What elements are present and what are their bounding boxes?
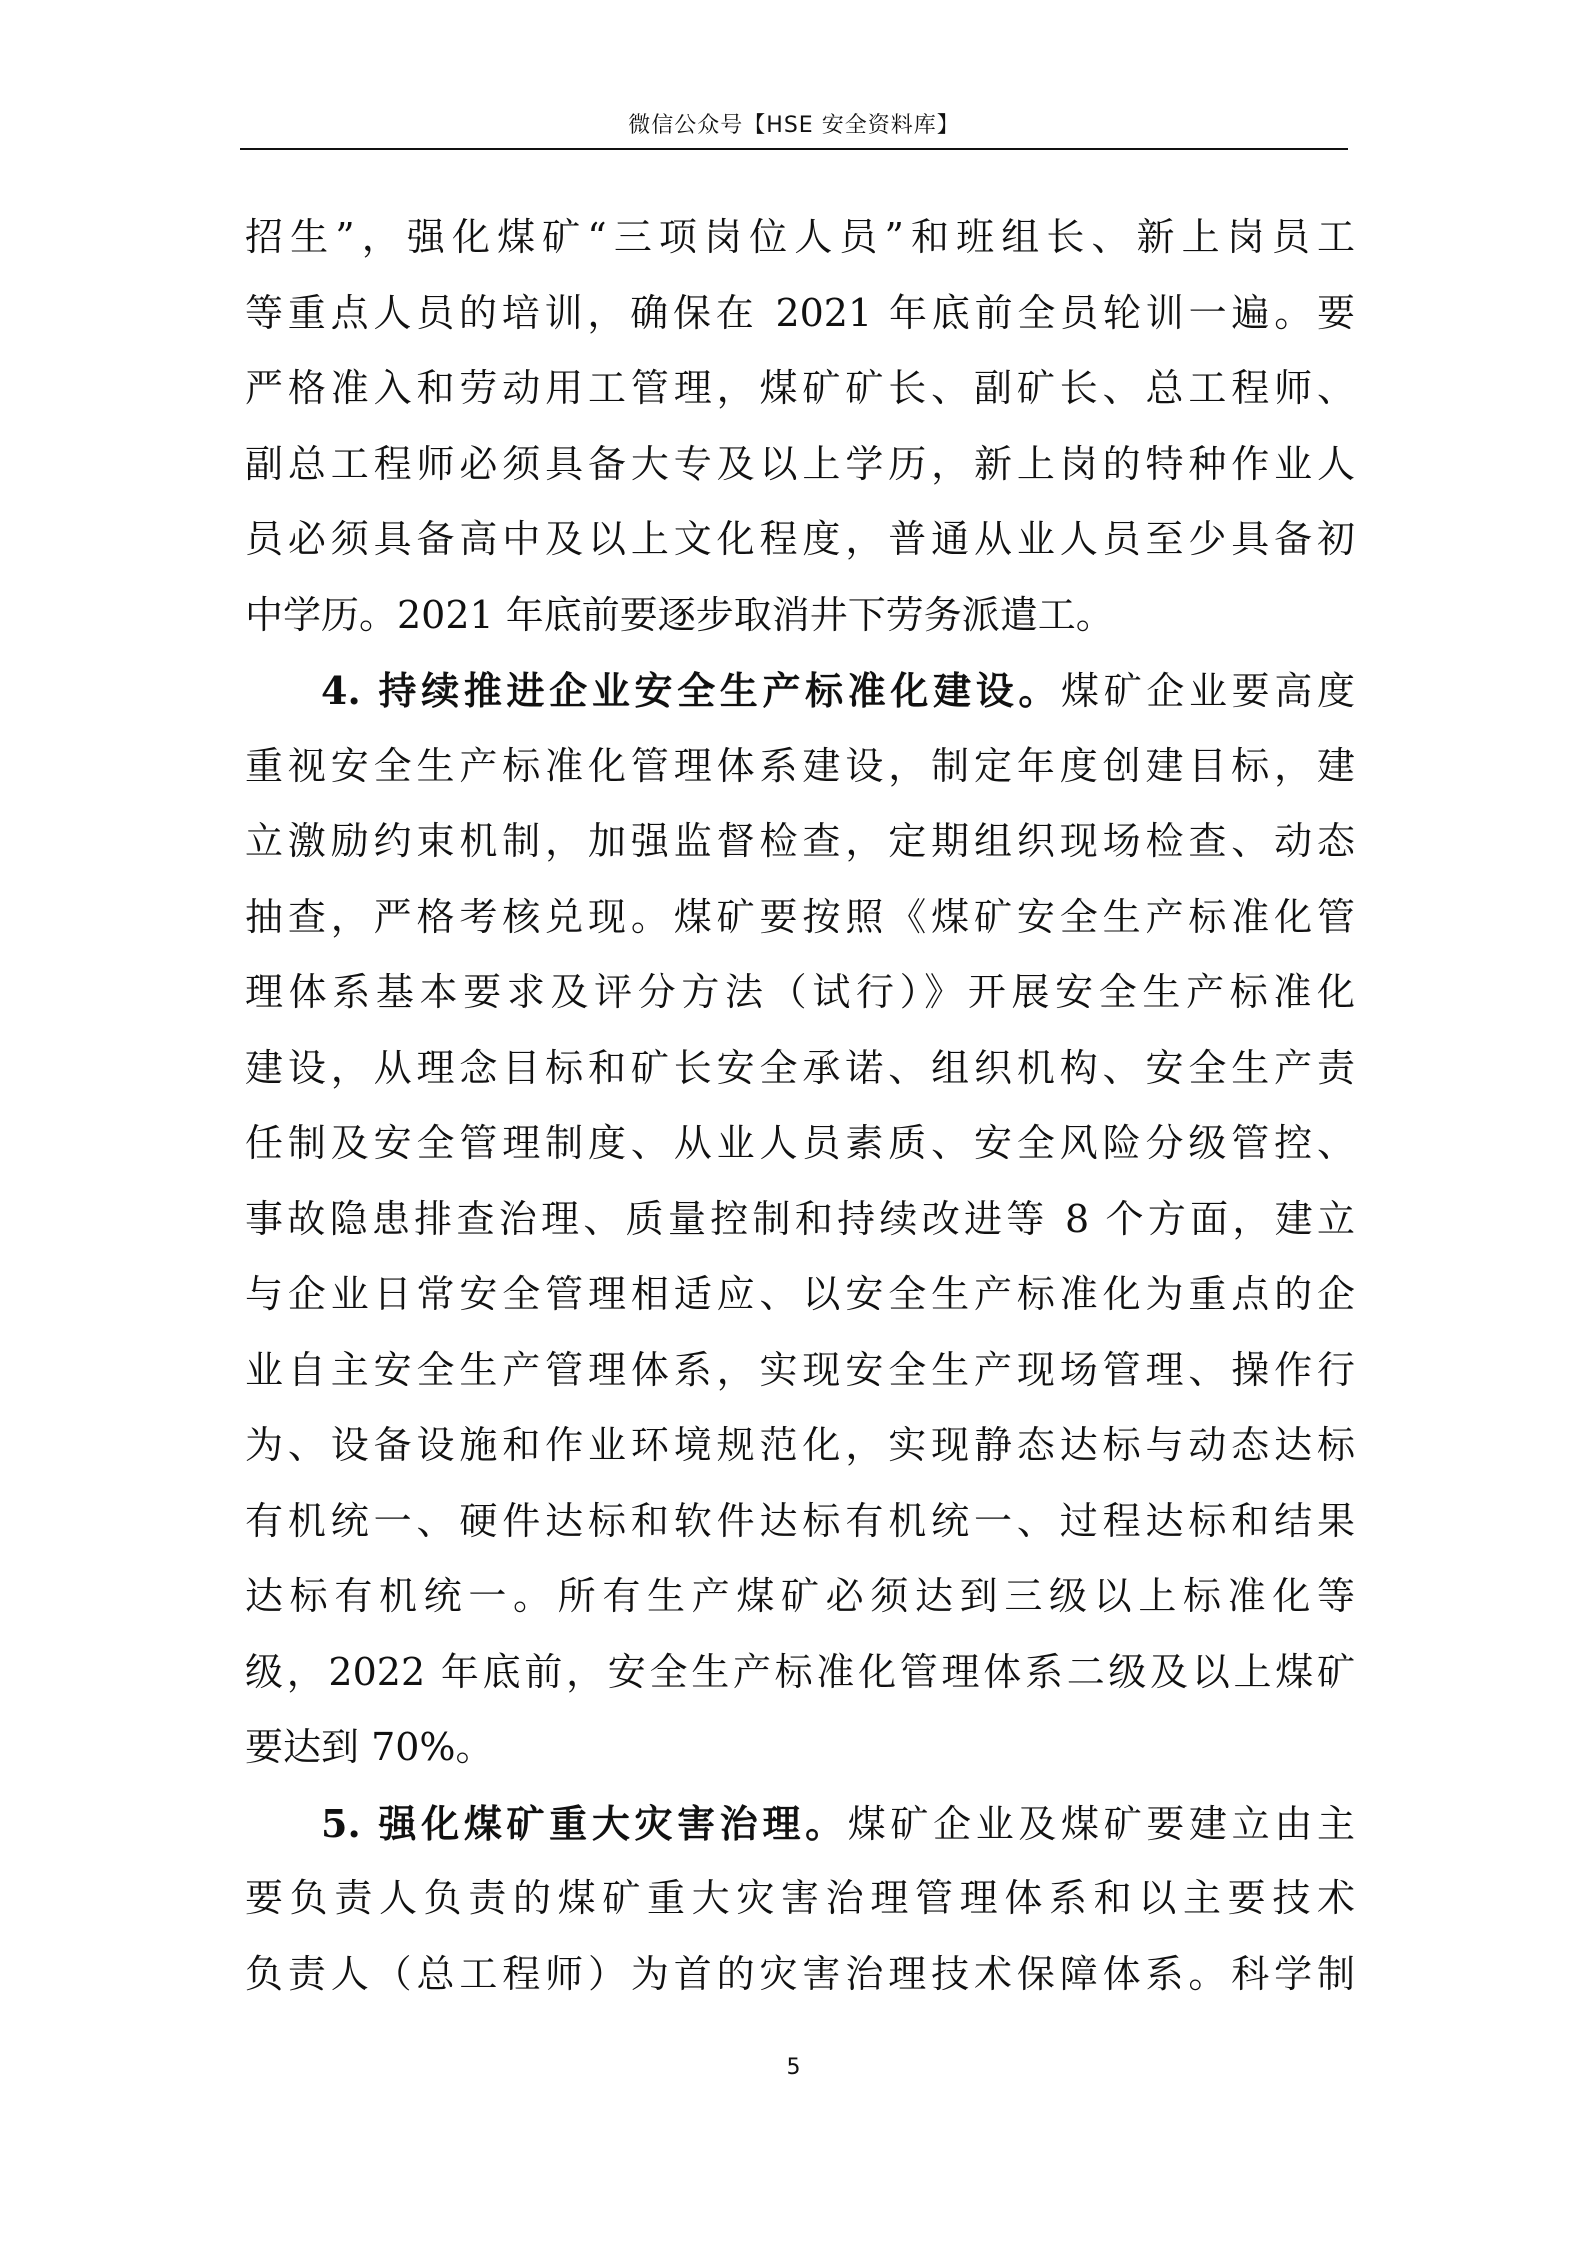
text-line: 中学历。2021 年底前要逐步取消井下劳务派遣工。 — [245, 592, 1114, 637]
text-line: 级，2022 年底前，安全生产标准化管理体系二级及以上煤矿 — [245, 1649, 1355, 1694]
text-line: 招生”，强化煤矿“三项岗位人员”和班组长、新上岗员工 — [245, 215, 1355, 259]
text-line: 事故隐患排查治理、质量控制和持续改进等 8 个方面，建立 — [245, 1196, 1355, 1241]
text-line: 负责人（总工程师）为首的灾害治理技术保障体系。科学制 — [245, 1951, 1355, 1996]
text-line: 重视安全生产标准化管理体系建设，制定年度创建目标，建 — [245, 743, 1355, 788]
section-5-heading: 5. 强化煤矿重大灾害治理。 — [321, 1800, 848, 1846]
header-divider — [240, 148, 1348, 150]
text-line: 立激励约束机制，加强监督检查，定期组织现场检查、动态 — [245, 819, 1355, 863]
text-line: 副总工程师必须具备大专及以上学历，新上岗的特种作业人 — [245, 441, 1355, 486]
text-line: 抽查，严格考核兑现。煤矿要按照《煤矿安全生产标准化管 — [245, 894, 1355, 939]
section-4-first-line — [245, 653, 1355, 729]
text-line: 要负责人负责的煤矿重大灾害治理管理体系和以主要技术 — [245, 1876, 1355, 1920]
text-line: 与企业日常安全管理相适应、以安全生产标准化为重点的企 — [245, 1272, 1355, 1316]
section-5-first-line — [245, 1786, 1355, 1862]
text-line: 为、设备设施和作业环境规范化，实现静态达标与动态达标 — [245, 1423, 1355, 1467]
section-4-heading: 4. 持续推进企业安全生产标准化建设。 — [321, 668, 1062, 713]
text-line: 要达到 70%。 — [245, 1725, 494, 1769]
text-line: 严格准入和劳动用工管理，煤矿矿长、副矿长、总工程师、 — [245, 366, 1355, 410]
text-line: 等重点人员的培训，确保在 2021 年底前全员轮训一遍。要 — [245, 290, 1355, 335]
text-line: 建设，从理念目标和矿长安全承诺、组织机构、安全生产责 — [245, 1045, 1355, 1090]
text-line: 员必须具备高中及以上文化程度，普通从业人员至少具备初 — [245, 517, 1355, 561]
text-line: 业自主安全生产管理体系，实现安全生产现场管理、操作行 — [245, 1347, 1355, 1392]
text-line: 有机统一、硬件达标和软件达标有机统一、过程达标和结果 — [245, 1498, 1355, 1543]
page-header: 微信公众号【HSE 安全资料库】 — [628, 113, 960, 138]
text-line: 煤矿企业及煤矿要建立由主 — [847, 1801, 1355, 1846]
document-body — [245, 200, 1355, 2012]
page-number: 5 — [786, 2055, 801, 2080]
text-line: 煤矿企业要高度 — [1061, 669, 1355, 713]
text-line: 达标有机统一。所有生产煤矿必须达到三级以上标准化等 — [245, 1574, 1355, 1618]
text-line: 任制及安全管理制度、从业人员素质、安全风险分级管控、 — [245, 1121, 1355, 1165]
text-line: 理体系基本要求及评分方法（试行）》开展安全生产标准化 — [245, 970, 1355, 1014]
